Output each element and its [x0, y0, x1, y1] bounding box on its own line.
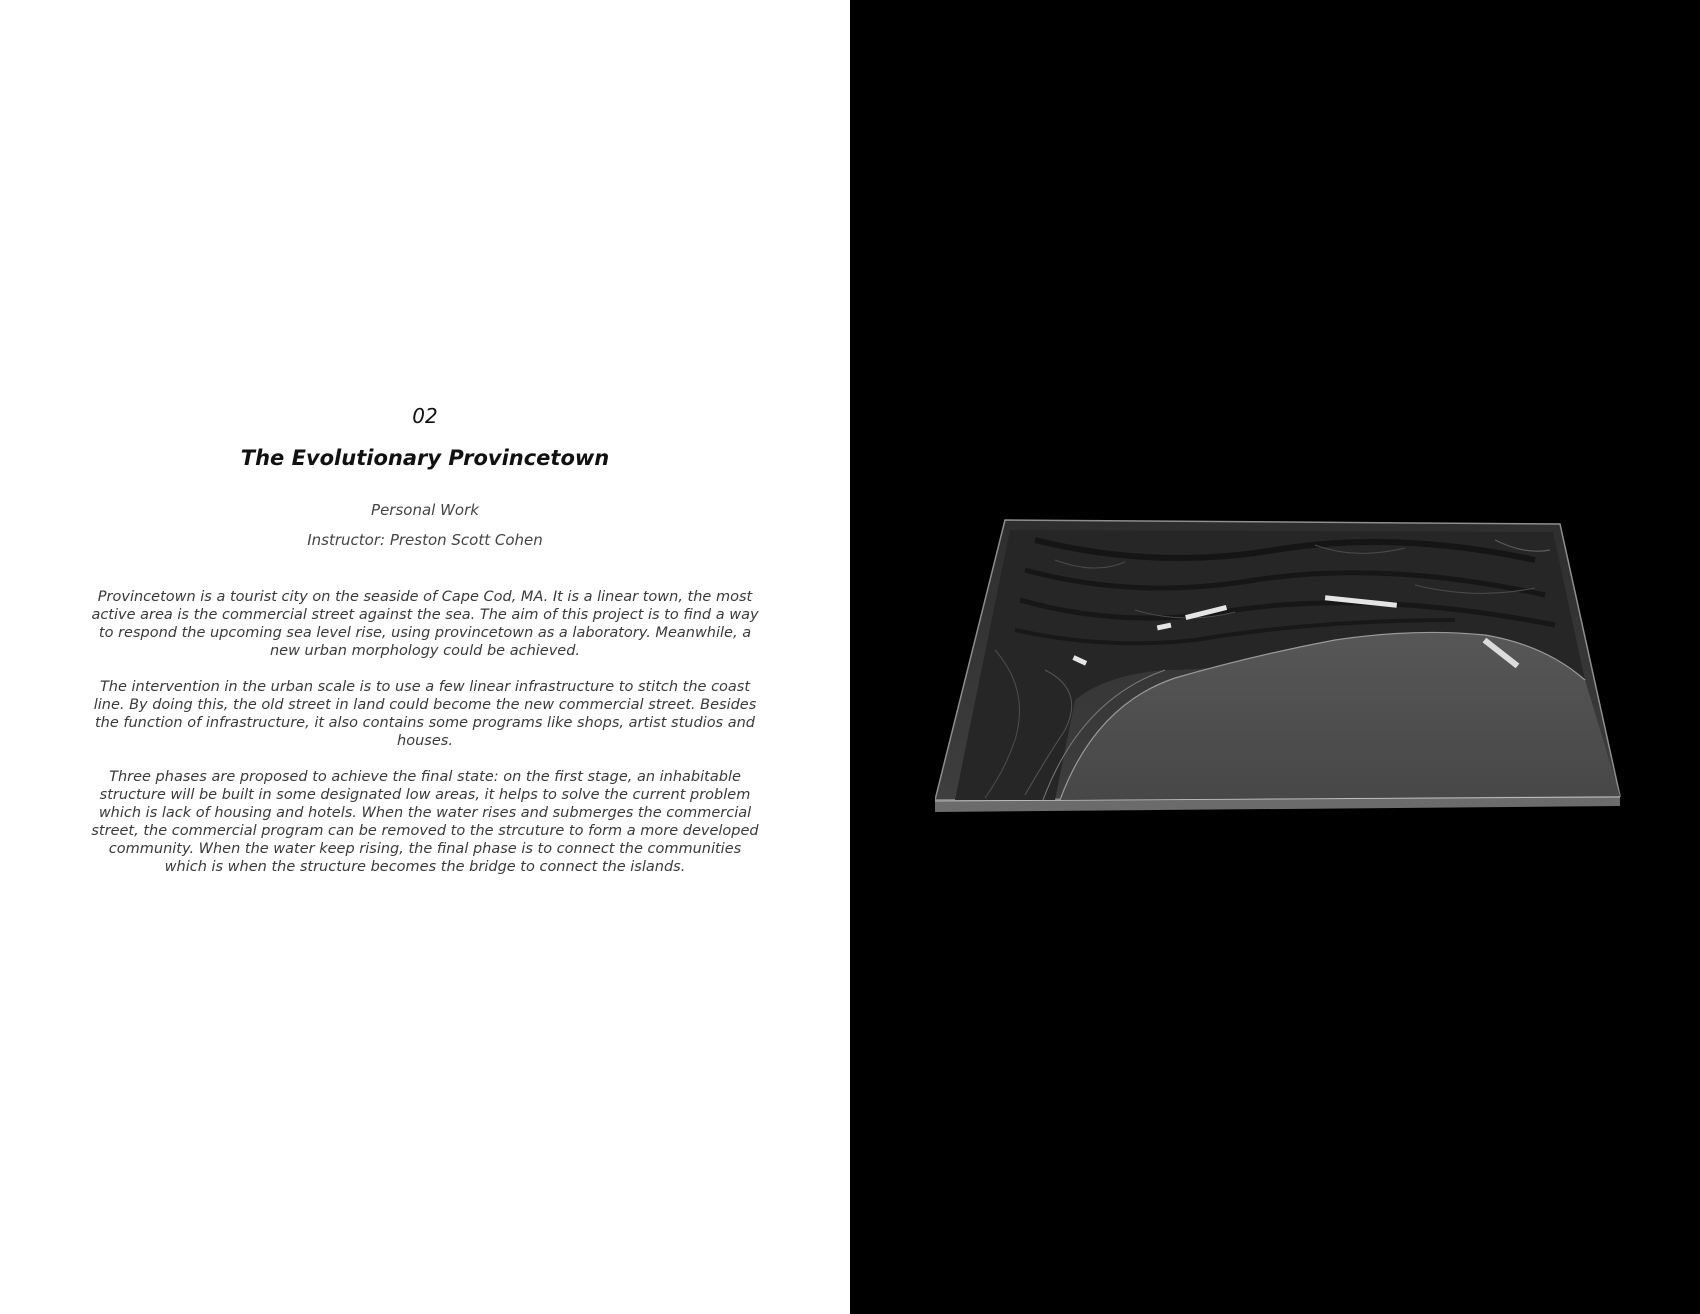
- description-paragraph: Provincetown is a tourist city on the seaside of Cape Cod, MA. It is a linear town, the most active area is the commercial street against the sea. The aim of this project is to find a way to respond the upcoming sea level rise, using provincetown as a laboratory. Meanwhile, a new urban morphology could be achieved.: [91, 589, 759, 659]
- project-text-block: [90, 402, 760, 894]
- description-paragraph: Three phases are proposed to achieve the final state: on the first stage, an inhabitable structure will be built in some designated low areas, it helps to solve the current problem which is lack of housing and hotels. When the water rises and submerges the commercial street, the commercial program can be removed to the strcuture to form a more developed community. When the water keep rising, the final phase is to connect the communities which is when the structure becomes the bridge to connect the islands.: [91, 769, 759, 875]
- project-title: The Evolutionary Provincetown: [240, 446, 610, 470]
- site-model-photo: [935, 500, 1635, 840]
- project-category: Personal Work: [371, 501, 479, 519]
- right-page: [850, 0, 1700, 1314]
- description-paragraph: The intervention in the urban scale is to use a few linear infrastructure to stitch the coast line. By doing this, the old street in land could become the new commercial street. Besides the function of infrastructure, it also contains some programs like shops, artist studios and houses.: [93, 679, 757, 749]
- project-description: [90, 588, 760, 876]
- instructor-credit: Instructor: Preston Scott Cohen: [307, 531, 543, 549]
- project-number: 02: [412, 404, 438, 428]
